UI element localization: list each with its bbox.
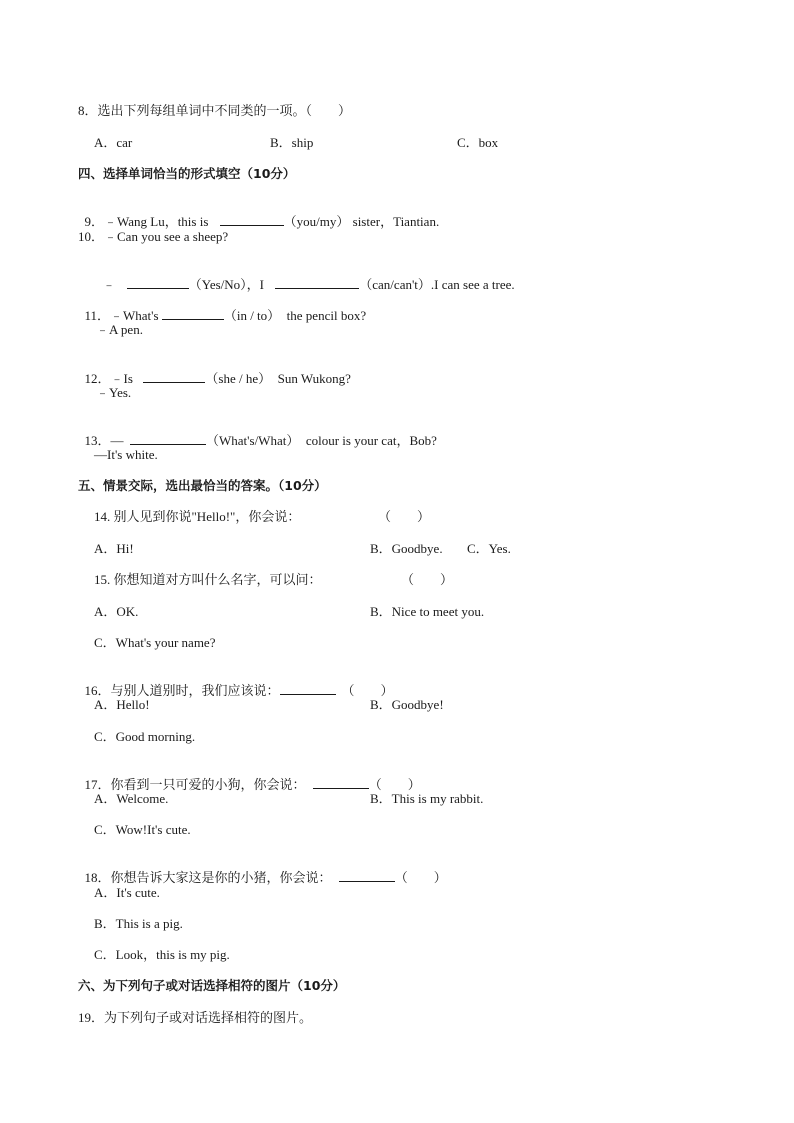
q13-line <box>78 416 437 449</box>
q10-line2 <box>96 260 515 293</box>
q17-option-a: A．Welcome. <box>94 791 169 806</box>
q16-stem: 16．与别人道别时，我们应该说： <box>84 683 280 698</box>
q13-answer: —It's white. <box>94 447 158 462</box>
q12-options: （she / he） <box>205 371 272 386</box>
q18-option-a: A．It's cute. <box>94 885 160 900</box>
q8-option-c: C．box <box>457 135 499 150</box>
q13-post: colour is your cat，Bob? <box>305 433 437 448</box>
q11-options: （in / to） <box>223 308 281 323</box>
q12-line <box>78 354 351 387</box>
q18-stem: 18．你想告诉大家这是你的小猪，你会说： <box>84 870 332 885</box>
q15-answer-paren[interactable]: （ ） <box>401 572 454 587</box>
q13-pre: 13．— <box>84 433 124 448</box>
q10-line1: 10．﹣Can you see a sheep? <box>78 229 229 244</box>
q12-pre: 12．﹣Is <box>84 371 133 386</box>
q9-post: sister，Tiantian. <box>352 214 440 229</box>
q14-option-c: C．Yes. <box>467 541 511 556</box>
q19-stem: 19．为下列句子或对话选择相符的图片。 <box>78 1010 313 1025</box>
q12-blank[interactable] <box>143 370 205 383</box>
q11-post: the pencil box? <box>286 308 367 323</box>
section-4-title: 四、选择单词恰当的形式填空（10分） <box>78 166 296 181</box>
q11-answer: ﹣A pen. <box>96 322 143 337</box>
q17-line <box>78 760 421 793</box>
q10-options-1: （Yes/No），I <box>188 277 265 292</box>
q16-line <box>78 666 394 699</box>
q17-stem: 17．你看到一只可爱的小狗，你会说： <box>84 777 306 792</box>
section-5-title: 五、情景交际，选出最恰当的答案。（10分） <box>78 478 327 493</box>
q15-option-b: B．Nice to meet you. <box>370 604 485 619</box>
q11-pre: 11．﹣What's <box>84 308 159 323</box>
q11-blank[interactable] <box>162 307 224 320</box>
q12-answer: ﹣Yes. <box>96 385 132 400</box>
q10-options-2: （can/can't）.I can see a tree. <box>359 277 515 292</box>
q9-pre: 9．﹣Wang Lu，this is <box>84 214 209 229</box>
q13-options: （What's/What） <box>206 433 300 448</box>
q14-stem: 14. 别人见到你说"Hello!"，你会说： <box>94 509 301 524</box>
q12-post: Sun Wukong? <box>277 371 351 386</box>
q9-options: （you/my） <box>283 214 350 229</box>
q18-option-c: C．Look，this is my pig. <box>94 947 230 962</box>
q15-option-c: C．What's your name? <box>94 635 216 650</box>
q17-answer-paren[interactable]: （ ） <box>368 777 421 792</box>
q17-blank[interactable] <box>313 776 369 789</box>
q18-answer-paren[interactable]: （ ） <box>394 870 447 885</box>
q18-line <box>78 853 447 886</box>
q8-option-a: A．car <box>94 135 133 150</box>
q13-blank[interactable] <box>130 432 206 445</box>
q17-option-b: B．This is my rabbit. <box>370 791 484 806</box>
q15-option-a: A．OK. <box>94 604 139 619</box>
q14-option-a: A．Hi! <box>94 541 134 556</box>
q9-blank[interactable] <box>220 213 284 226</box>
q16-option-b: B．Goodbye! <box>370 697 444 712</box>
q16-option-a: A．Hello! <box>94 697 150 712</box>
q17-option-c: C．Wow!It's cute. <box>94 822 191 837</box>
q10-blank-1[interactable] <box>127 276 189 289</box>
q8-stem: 8．选出下列每组单词中不同类的一项。（ ） <box>78 103 352 118</box>
q16-blank[interactable] <box>280 682 336 695</box>
q16-option-c: C．Good morning. <box>94 729 196 744</box>
q18-blank[interactable] <box>339 869 395 882</box>
q15-stem: 15. 你想知道对方叫什么名字，可以问： <box>94 572 322 587</box>
q10-blank-2[interactable] <box>275 276 359 289</box>
q14-answer-paren[interactable]: （ ） <box>378 509 431 524</box>
q9-line <box>78 197 439 230</box>
q8-option-b: B．ship <box>270 135 314 150</box>
q14-option-b: B．Goodbye. <box>370 541 443 556</box>
q10-dash: ﹣ <box>102 277 116 292</box>
section-6-title: 六、为下列句子或对话选择相符的图片（10分） <box>78 978 346 993</box>
q16-answer-paren[interactable]: （ ） <box>341 683 394 698</box>
q18-option-b: B．This is a pig. <box>94 916 183 931</box>
q11-line <box>78 291 366 324</box>
